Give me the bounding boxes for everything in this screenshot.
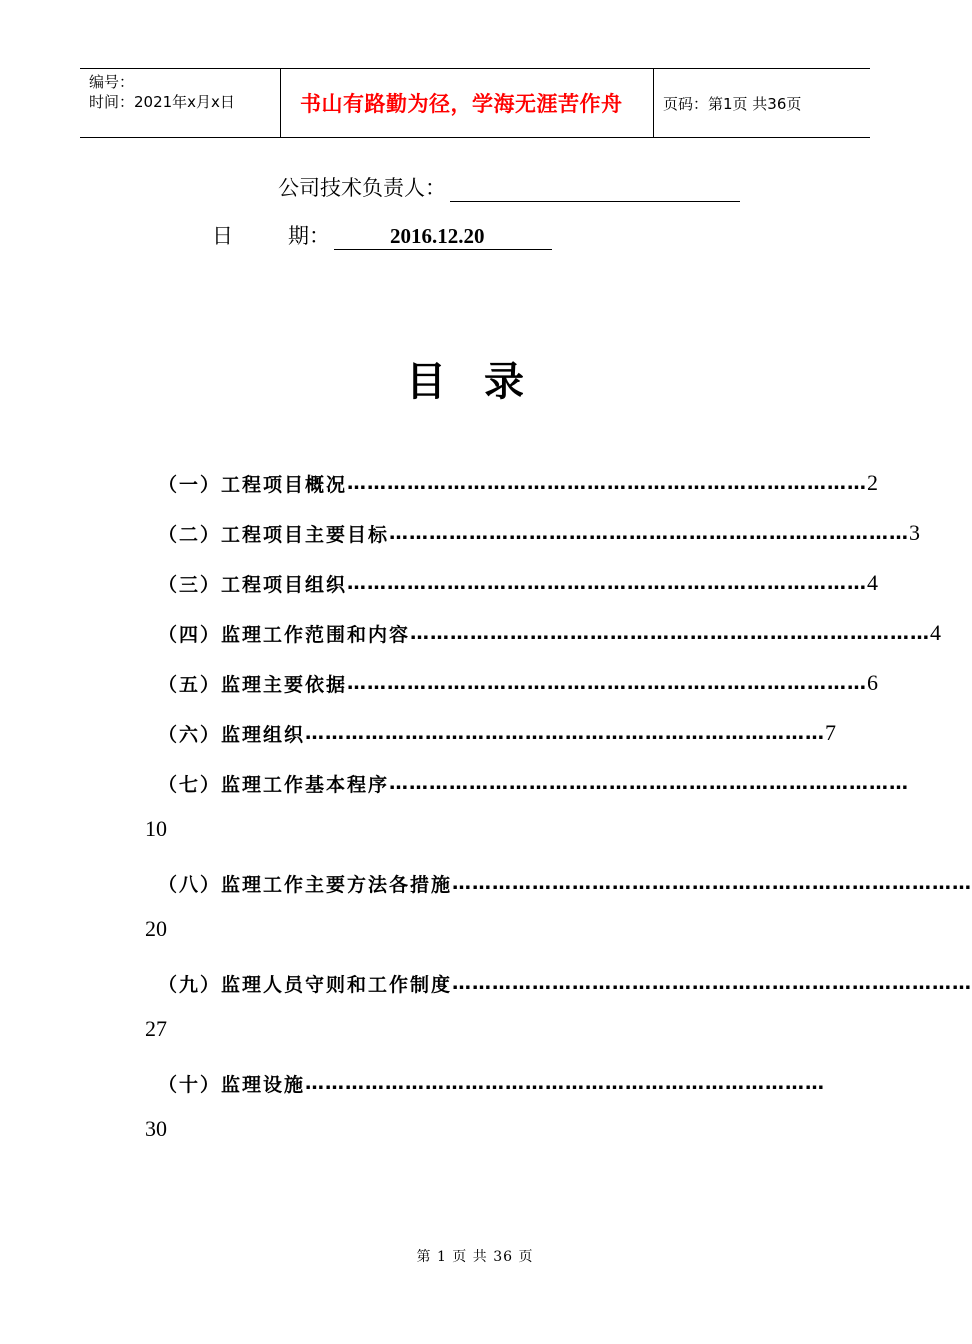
toc-item-leader-dots: …………………………………………………………………… <box>305 1072 826 1094</box>
header-time-label: 时间：2021年x月x日 <box>89 93 235 111</box>
toc-item-page: 20 <box>145 916 167 941</box>
tech-lead-signature <box>278 172 740 202</box>
toc-item[interactable] <box>158 868 972 898</box>
toc-item-page: 3 <box>909 520 921 545</box>
toc-item-label: （一）工程项目概况 <box>158 473 348 496</box>
toc-item-label: （九）监理人员守则和工作制度 <box>158 973 453 996</box>
toc-item-leader-dots: …………………………………………………………………… <box>389 772 910 794</box>
date-label-first: 日 <box>212 224 233 248</box>
toc-item-page: 10 <box>145 816 167 841</box>
toc-item[interactable] <box>158 668 879 698</box>
toc-item-page: 4 <box>930 620 942 645</box>
toc-item-leader-dots: …………………………………………………………………… <box>305 722 826 744</box>
toc-item-label: （六）监理组织 <box>158 723 306 746</box>
tech-lead-label: 公司技术负责人： <box>278 176 446 200</box>
toc-item-leader-dots: …………………………………………………………………… <box>389 522 910 544</box>
toc-item-label: （三）工程项目组织 <box>158 573 348 596</box>
toc-item[interactable] <box>158 718 837 748</box>
toc-item-leader-dots: …………………………………………………………………… <box>452 872 972 894</box>
toc-item-leader-dots: …………………………………………………………………… <box>347 472 868 494</box>
date-line <box>212 220 552 250</box>
toc-item[interactable] <box>158 468 879 498</box>
toc-item[interactable] <box>158 518 921 548</box>
toc-item[interactable] <box>158 1068 826 1098</box>
header-page-info: 页码：第1页 共36页 <box>663 94 802 113</box>
toc-item[interactable] <box>158 768 910 798</box>
toc-item-leader-dots: …………………………………………………………………… <box>347 672 868 694</box>
toc-item-label: （八）监理工作主要方法各措施 <box>158 873 453 896</box>
toc-item-label: （十）监理设施 <box>158 1073 306 1096</box>
page-header <box>80 68 870 138</box>
toc-item[interactable] <box>158 968 972 998</box>
toc-item-leader-dots: …………………………………………………………………… <box>347 572 868 594</box>
toc-item-page: 6 <box>867 670 879 695</box>
toc-item-leader-dots: …………………………………………………………………… <box>410 622 931 644</box>
header-meta-cell <box>80 69 281 137</box>
page-footer: 第 1 页 共 36 页 <box>416 1249 534 1265</box>
toc-item-label: （七）监理工作基本程序 <box>158 773 390 796</box>
toc-item-label: （五）监理主要依据 <box>158 673 348 696</box>
toc-item-page: 30 <box>145 1116 167 1141</box>
toc-item-page: 4 <box>867 570 879 595</box>
toc-item-label: （二）工程项目主要目标 <box>158 523 390 546</box>
header-motto: 书山有路勤为径，学海无涯苦作舟 <box>281 69 654 137</box>
toc-title: 目录 <box>406 359 562 405</box>
toc-item[interactable] <box>158 568 879 598</box>
toc-item-label: （四）监理工作范围和内容 <box>158 623 411 646</box>
header-code-label: 编号： <box>89 73 135 91</box>
date-label-second: 期： <box>288 224 330 248</box>
toc-item[interactable] <box>158 618 942 648</box>
toc-item-leader-dots: …………………………………………………………………… <box>452 972 972 994</box>
toc-item-page: 27 <box>145 1016 167 1041</box>
tech-lead-blank-line <box>450 179 740 202</box>
date-value: 2016.12.20 <box>334 224 552 250</box>
toc-item-page: 2 <box>867 470 879 495</box>
toc-item-page: 7 <box>825 720 837 745</box>
